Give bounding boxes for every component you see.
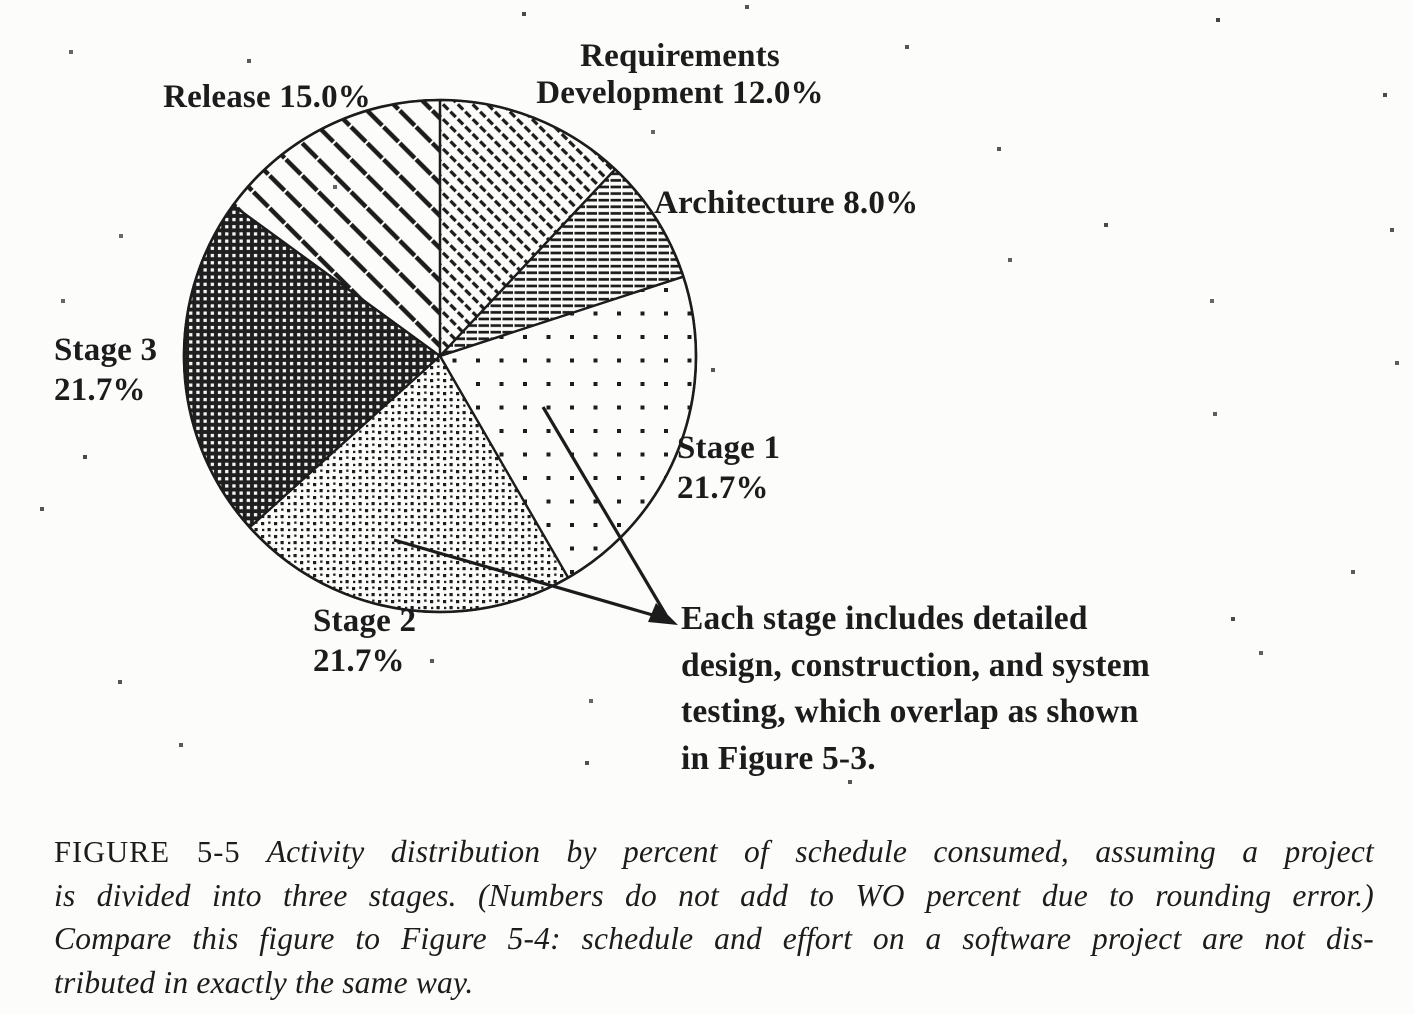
- caption-line-4: tributed in exactly the same way.: [54, 964, 474, 1000]
- label-stage1-name: Stage 1: [677, 430, 781, 466]
- figure-caption: [54, 830, 1374, 1004]
- caption-line-3: Compare this figure to Figure 5-4: schedule and effort on a software project are not dis-: [54, 921, 1374, 957]
- annotation-each-stage: [681, 596, 1150, 782]
- label-stage2: [313, 601, 416, 681]
- label-stage1-pct: 21.7%: [677, 470, 769, 506]
- label-stage2-pct: 21.7%: [313, 643, 405, 679]
- caption-text-1: Activity distribution by percent of schedule consumed, assuming a project: [266, 834, 1374, 869]
- label-stage2-name: Stage 2: [313, 603, 417, 639]
- label-requirements-development: [500, 38, 860, 112]
- leader-arrowhead-icon: [648, 603, 678, 625]
- caption-line-2: is divided into three stages. (Numbers do not add to WO percent due to rounding error.): [54, 878, 1374, 914]
- figure-number: FIGURE 5-5: [54, 835, 241, 869]
- annotation-line: Each stage includes detailed: [681, 600, 1088, 637]
- label-requirements-line1: Requirements: [580, 38, 780, 74]
- label-stage3-pct: 21.7%: [54, 372, 146, 408]
- annotation-line: design, construction, and system: [681, 646, 1150, 684]
- annotation-line: in Figure 5-3.: [681, 739, 876, 777]
- label-release: Release 15.0%: [163, 79, 371, 115]
- label-stage1: [677, 428, 780, 508]
- label-stage3-name: Stage 3: [54, 332, 158, 368]
- label-stage3: [54, 330, 157, 410]
- label-architecture: Architecture 8.0%: [654, 185, 919, 221]
- label-requirements-line2: Development 12.0%: [536, 75, 824, 111]
- annotation-line: testing, which overlap as shown: [681, 693, 1139, 730]
- caption-line-1: [54, 830, 1374, 874]
